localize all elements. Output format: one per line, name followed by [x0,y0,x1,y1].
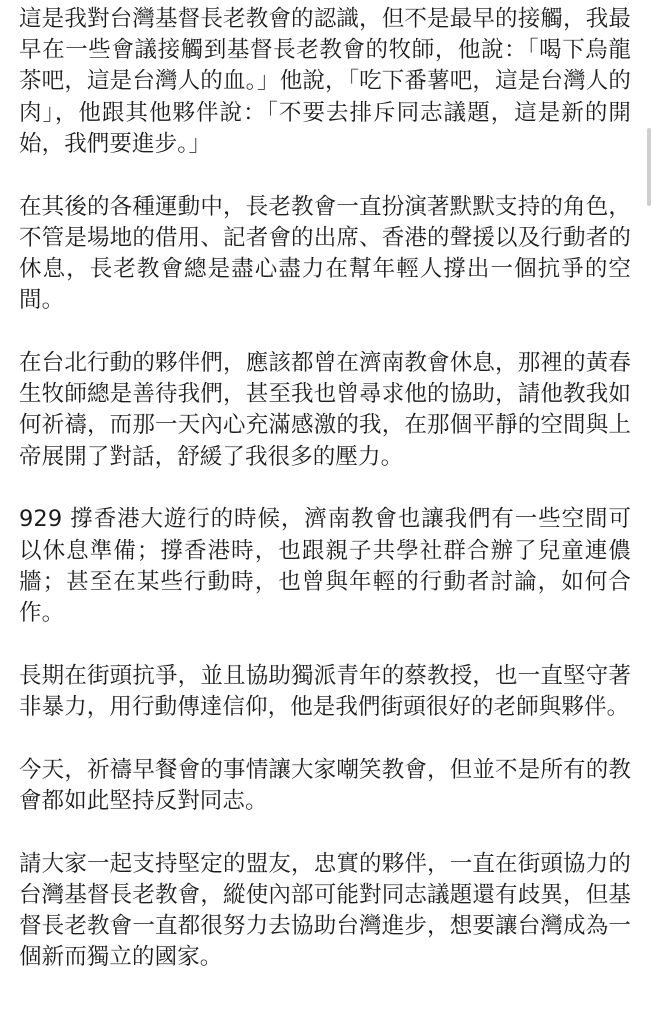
paragraph-5: 長期在街頭抗爭，並且協助獨派青年的蔡教授，也一直堅守著非暴力，用行動傳達信仰，他是我們街頭很好的老師與夥伴。 [19,662,631,721]
paragraph-2: 在其後的各種運動中，長老教會一直扮演著默默支持的角色，不管是場地的借用、記者會的出席、香港的聲援以及行動者的休息，長老教會總是盡心盡力在幫年輕人撐出一個抗爭的空間。 [19,193,631,314]
paragraph-1: 這是我對台灣基督長老教會的認識，但不是最早的接觸，我最早在一些會議接觸到基督長老教會的牧師，他說：「喝下烏龍茶吧，這是台灣人的血。」他說，「吃下番薯吧，這是台灣人的肉」，他跟其他夥伴說：「不要去排斥同志議題，這是新的開始，我們要進步。」 [19,6,631,157]
paragraph-6: 今天，祈禱早餐會的事情讓大家嘲笑教會，但並不是所有的教會都如此堅持反對同志。 [19,756,631,815]
paragraph-3: 在台北行動的夥伴們，應該都曾在濟南教會休息，那裡的黃春生牧師總是善待我們，甚至我也曾尋求他的協助，請他教我如何祈禱，而那一天內心充滿感激的我，在那個平靜的空間與上帝展開了對話，舒緩了我很多的壓力。 [19,350,631,470]
vertical-scrollbar[interactable] [645,0,653,1024]
scrollbar-thumb[interactable] [647,128,651,206]
post-body [19,4,631,1005]
paragraph-4: 929 撐香港大遊行的時候，濟南教會也讓我們有一些空間可以休息準備；撐香港時，也跟親子共學社群合辦了兒童連儂牆；甚至在某些行動時，也曾與年輕的行動者討論，如何合作。 [19,506,631,627]
paragraph-7: 請大家一起支持堅定的盟友，忠實的夥伴，一直在街頭協力的台灣基督長老教會，縱使內部可能對同志議題還有歧異，但基督長老教會一直都很努力去協助台灣進步，想要讓台灣成為一個新而獨立的國家。 [19,850,631,971]
